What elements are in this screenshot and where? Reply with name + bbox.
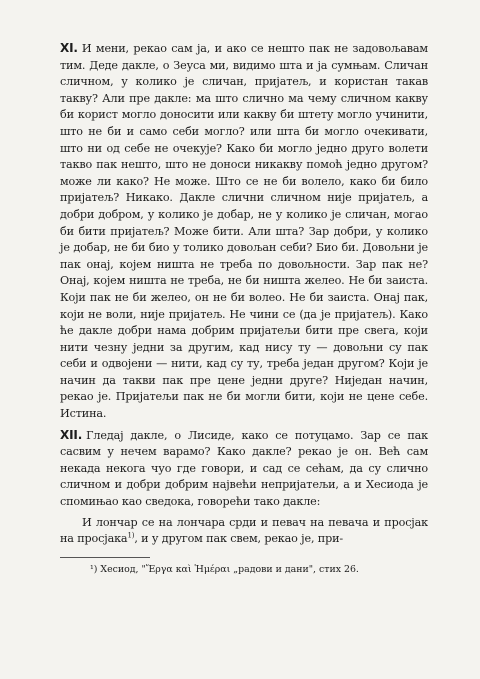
body-text: [60, 40, 428, 548]
footnote-marker: ¹): [90, 563, 98, 575]
paragraph-text: Гледај дакле, о Лисиде, како се потуцамо. Зар се пак сасвим у нечем варамо? Како дакле? рекао је он. Већ сам некада некога чуо где говори, и сад се сећам, да су слично сличном и добри добрим највећи непријатељи, а и Хесиода је спомињао као сведока, говорећи тако дакле:: [60, 428, 428, 509]
footnote: [60, 564, 428, 576]
footnote-reference: 1): [127, 531, 135, 540]
paragraph-text: И мени, рекао сам ја, и ако се нешто пак не задовољавам тим. Деде дакле, о Зеуса ми, видимо шта и ја сумњам. Сличан сличном, у колико је сличан, пријатељ, и користан такав такву? Али пре дакле: ма што слично ма чему сличном какву би корист могло доносити или какву би штету могло учинити, што не би и само себи могло? или шта би могло очекивати, што ни од себе не очекује? Како би могло једно друго волети такво пак нешто, што не доноси никакву помоћ једно другом? може ли како? Не може. Што се не би волело, како би било пријатељ? Никако. Дакле слични сличном није пријатељ, а добри добром, у колико је добар, не у колико је сличан, могао би бити пријатељ? Може бити. Али шта? Зар добри, у колико је добар, не би био у толико довољан себи? Био би. Довољни је пак онај, којем ништа не треба по довољности. Зар пак не? Онај, којем ништа не треба, не би ништа желео. Не би заиста. Који пак не би желео, он не би волео. Не би заиста. Онај пак, који не воли, није пријатељ. Не чини се (да је пријатељ). Како ће дакле добри нама добрим пријатељи бити пре свега, који нити чезну једни за другим, кад нису ту — довољни су пак себи и одвојени — нити, кад су ту, треба један другом? Који је начин да такви пак пре цене једни друге? Ниједан начин, рекао је. Пријатељи пак не би могли бити, који не цене себе. Истина.: [60, 42, 428, 421]
footnote-divider: [60, 557, 150, 558]
section-number: XI.: [60, 41, 78, 55]
paragraph-section-xii: [60, 427, 428, 511]
quote-text: И лончар се на лончара срди и певач на певача и просјак на просјака: [60, 515, 428, 546]
footnote-text: Хесиод, "Ἔργα καὶ Ἡμέραι „радови и дани", стих 26.: [100, 563, 359, 575]
quote-paragraph: [60, 515, 428, 548]
section-number: XII.: [60, 427, 83, 442]
quote-continuation: , и у другом пак свем, рекао је, при-: [134, 532, 344, 546]
paragraph-section-xi: [60, 40, 428, 423]
